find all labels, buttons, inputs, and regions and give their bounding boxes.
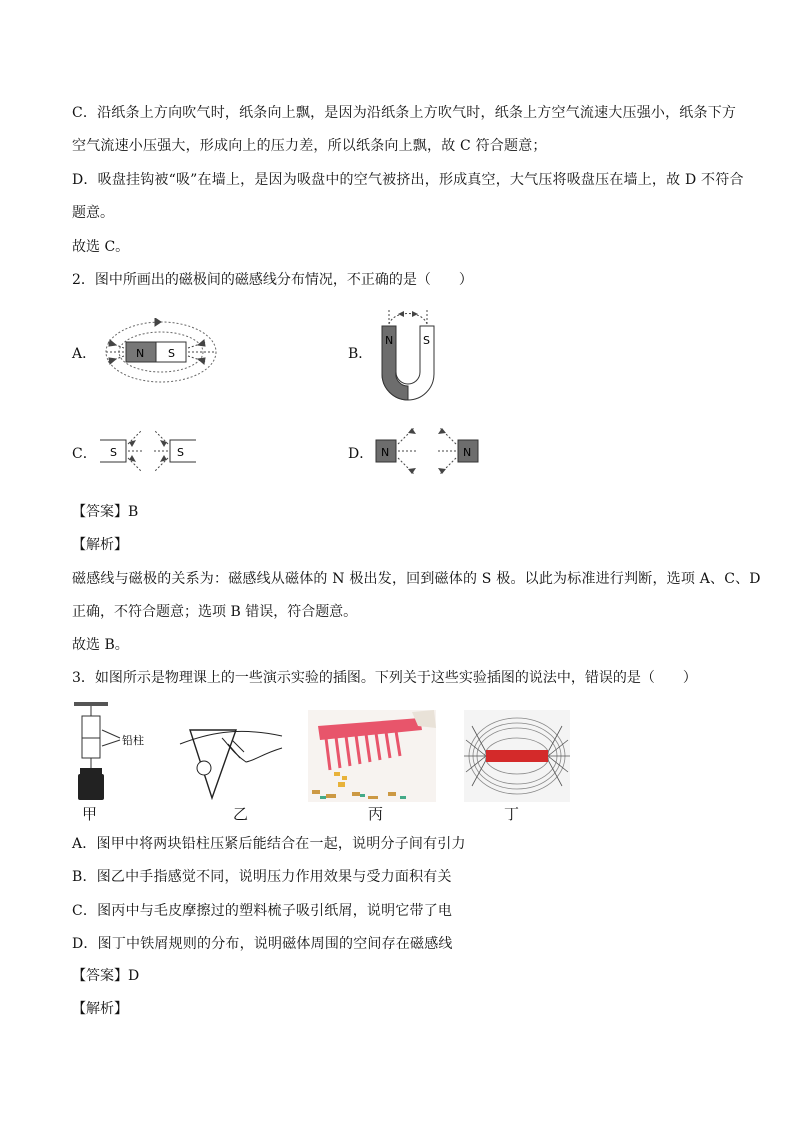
q3-figure-jia-lead-cylinders bbox=[72, 700, 162, 802]
pole-label-n: N bbox=[136, 347, 145, 360]
q1-option-c-line2: 空气流速小压强大，形成向上的压力差，所以纸条向上飘，故 C 符合题意； bbox=[72, 138, 547, 154]
q3-figure-jia-caption: 甲 bbox=[82, 805, 98, 823]
q3-option-c: C．图丙中与毛皮摩擦过的塑料梳子吸引纸屑，说明它带了电 bbox=[72, 903, 453, 919]
q2-stem: 2．图中所画出的磁极间的磁感线分布情况，不正确的是（ ） bbox=[72, 272, 473, 288]
q2-answer: 【答案】B bbox=[72, 504, 139, 520]
pole-label-s: S bbox=[423, 334, 430, 347]
pole-label-n: N bbox=[385, 334, 394, 347]
q2-figure-c-two-s-poles bbox=[96, 420, 200, 482]
pole-label-n: N bbox=[381, 446, 390, 459]
lead-label: 铅柱 bbox=[122, 734, 144, 747]
q3-figure-bing-charged-comb bbox=[308, 710, 436, 802]
q3-figure-bing-caption: 丙 bbox=[368, 805, 384, 823]
pole-label-s: S bbox=[168, 347, 175, 360]
q1-option-d-line1: D．吸盘挂钩被“吸”在墙上，是因为吸盘中的空气被挤出，形成真空，大气压将吸盘压在墙上，故 D 不符合 bbox=[72, 172, 744, 188]
q2-option-b-label: B． bbox=[348, 346, 373, 362]
q2-analysis-line1: 磁感线与磁极的关系为：磁感线从磁体的 N 极出发，回到磁体的 S 极。以此为标准进行判断，选项 A、C、D bbox=[72, 571, 761, 587]
q3-figure-ding-caption: 丁 bbox=[504, 805, 520, 823]
q2-figure-a-bar-magnet bbox=[96, 318, 226, 386]
q3-option-b: B．图乙中手指感觉不同，说明压力作用效果与受力面积有关 bbox=[72, 869, 452, 885]
q3-answer: 【答案】D bbox=[72, 968, 140, 984]
pole-label-s: S bbox=[177, 446, 184, 459]
q3-figure-yi-finger-press bbox=[176, 716, 286, 800]
q1-option-d-line2: 题意。 bbox=[72, 205, 114, 221]
q3-figure-yi-caption: 乙 bbox=[233, 805, 249, 823]
q2-figure-b-u-magnet bbox=[376, 306, 440, 402]
q2-option-a-label: A． bbox=[72, 346, 97, 362]
q2-analysis-line2: 正确，不符合题意；选项 B 错误，符合题意。 bbox=[72, 604, 358, 620]
q3-option-d: D．图丁中铁屑规则的分布，说明磁体周围的空间存在磁感线 bbox=[72, 936, 453, 952]
q2-option-d-label: D． bbox=[348, 446, 374, 462]
q2-option-c-label: C． bbox=[72, 446, 97, 462]
q2-conclusion: 故选 B。 bbox=[72, 637, 129, 653]
pole-label-n: N bbox=[463, 446, 472, 459]
q2-figure-d-two-n-poles bbox=[372, 420, 482, 482]
q3-option-a: A．图甲中将两块铅柱压紧后能结合在一起，说明分子间有引力 bbox=[72, 836, 466, 852]
q3-stem: 3．如图所示是物理课上的一些演示实验的插图。下列关于这些实验插图的说法中，错误的是（ ） bbox=[72, 670, 697, 686]
q2-analysis-title: 【解析】 bbox=[72, 537, 128, 553]
pole-label-s: S bbox=[110, 446, 117, 459]
q3-figure-ding-iron-filings bbox=[464, 710, 570, 802]
q1-option-c-line1: C．沿纸条上方向吹气时，纸条向上飘，是因为沿纸条上方吹气时，纸条上方空气流速大压强小，纸条下方 bbox=[72, 105, 737, 121]
q1-conclusion: 故选 C。 bbox=[72, 239, 130, 255]
q3-analysis-title: 【解析】 bbox=[72, 1001, 128, 1017]
